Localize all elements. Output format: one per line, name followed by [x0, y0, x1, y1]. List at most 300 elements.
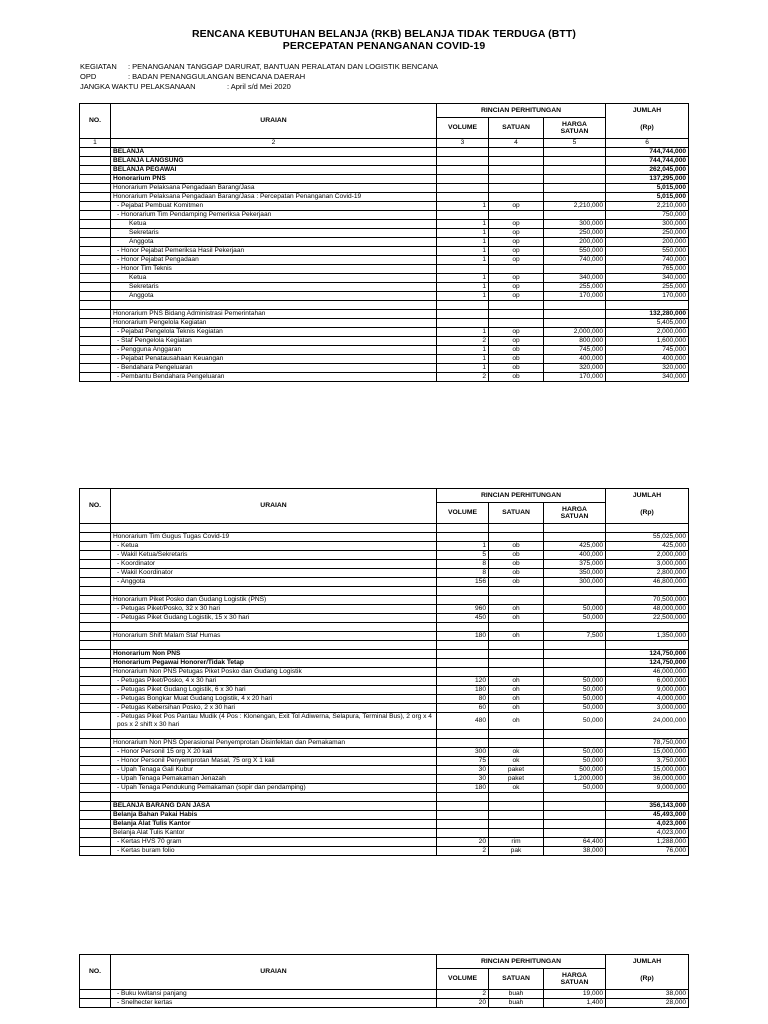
- row-uraian: Belanja Alat Tulis Kantor: [111, 820, 437, 829]
- table-row: [80, 220, 689, 229]
- row-volume: 1: [437, 256, 489, 265]
- row-harga-satuan: [544, 211, 606, 220]
- header-no: NO.: [80, 955, 111, 990]
- table-row: [80, 730, 689, 739]
- row-jumlah: 76,000: [606, 847, 689, 856]
- row-harga-satuan: 2,210,000: [544, 202, 606, 211]
- table-row: [80, 757, 689, 766]
- row-jumlah: 78,750,000: [606, 739, 689, 748]
- row-no: [80, 337, 111, 346]
- row-no: [80, 695, 111, 704]
- row-uraian: Honorarium Piket Posko dan Gudang Logistik (PNS): [111, 596, 437, 605]
- row-no: [80, 569, 111, 578]
- table-row: [80, 560, 689, 569]
- row-uraian: BELANJA BARANG DAN JASA: [111, 802, 437, 811]
- row-no: [80, 650, 111, 659]
- row-jumlah: 400,000: [606, 355, 689, 364]
- row-jumlah: 744,744,000: [606, 148, 689, 157]
- table-row: [80, 578, 689, 587]
- row-volume: [437, 596, 489, 605]
- row-no: [80, 211, 111, 220]
- row-harga-satuan: 200,000: [544, 238, 606, 247]
- row-volume: 1: [437, 346, 489, 355]
- row-no: [80, 784, 111, 793]
- row-volume: [437, 659, 489, 668]
- rkb-table-3: [79, 954, 689, 1008]
- row-harga-satuan: 550,000: [544, 247, 606, 256]
- row-no: [80, 292, 111, 301]
- row-harga-satuan: 50,000: [544, 695, 606, 704]
- row-volume: 180: [437, 784, 489, 793]
- row-harga-satuan: 1,400: [544, 999, 606, 1008]
- table-row: [80, 748, 689, 757]
- table-row: [80, 542, 689, 551]
- column-index-cell: 3: [437, 139, 489, 148]
- row-harga-satuan: [544, 166, 606, 175]
- row-jumlah: 4,023,000: [606, 829, 689, 838]
- header-harga-2: SATUAN: [560, 513, 589, 520]
- table-row: [80, 605, 689, 614]
- row-satuan: ok: [489, 748, 544, 757]
- empty-cell: [489, 587, 544, 596]
- empty-cell: [606, 524, 689, 533]
- row-jumlah: 3,000,000: [606, 560, 689, 569]
- table-row: [80, 211, 689, 220]
- row-no: [80, 193, 111, 202]
- row-uraian: Honorarium Pengelola Kegiatan: [111, 319, 437, 328]
- header-harga-satuan: [544, 503, 606, 524]
- header-rincian: RINCIAN PERHITUNGAN: [437, 955, 606, 969]
- table-row: [80, 677, 689, 686]
- row-volume: 1: [437, 274, 489, 283]
- row-satuan: [489, 166, 544, 175]
- empty-cell: [80, 641, 111, 650]
- row-uraian: - Upah Tenaga Pemakaman Jenazah: [111, 775, 437, 784]
- row-no: [80, 364, 111, 373]
- row-satuan: oh: [489, 713, 544, 730]
- row-volume: 1: [437, 202, 489, 211]
- table-row: [80, 292, 689, 301]
- table-row: [80, 713, 689, 730]
- row-volume: [437, 166, 489, 175]
- row-jumlah: 2,210,000: [606, 202, 689, 211]
- row-harga-satuan: [544, 533, 606, 542]
- table-row: [80, 990, 689, 999]
- row-no: [80, 614, 111, 623]
- row-no: [80, 829, 111, 838]
- row-uraian: - Kertas HVS 70 gram: [111, 838, 437, 847]
- row-jumlah: 45,493,000: [606, 811, 689, 820]
- row-no: [80, 238, 111, 247]
- row-no: [80, 838, 111, 847]
- row-no: [80, 328, 111, 337]
- row-satuan: oh: [489, 677, 544, 686]
- table-row: [80, 301, 689, 310]
- row-uraian: - Petugas Piket Pos Pantau Mudik (4 Pos : Klonengan, Exit Tol Adiwerna, Selapura, Terminal Bus), 2 org x 4 pos x 2 shift x 30 hari: [111, 713, 437, 730]
- row-uraian: - Upah Tenaga Pendukung Pemakaman (sopir dan pendamping): [111, 784, 437, 793]
- row-jumlah: 5,015,000: [606, 193, 689, 202]
- header-volume: VOLUME: [437, 118, 489, 139]
- row-volume: 75: [437, 757, 489, 766]
- row-volume: 2: [437, 847, 489, 856]
- row-no: [80, 668, 111, 677]
- row-uraian: Honorarium Pelaksana Pengadaan Barang/Jasa: [111, 184, 437, 193]
- column-index-cell: 4: [489, 139, 544, 148]
- table-row: [80, 202, 689, 211]
- row-uraian: Honorarium Non PNS Petugas Piket Posko dan Gudang Logistik: [111, 668, 437, 677]
- row-jumlah: 1,600,000: [606, 337, 689, 346]
- row-jumlah: 28,000: [606, 999, 689, 1008]
- row-no: [80, 157, 111, 166]
- row-satuan: op: [489, 238, 544, 247]
- row-jumlah: 2,000,000: [606, 551, 689, 560]
- row-uraian: Anggota: [111, 292, 437, 301]
- row-volume: 120: [437, 677, 489, 686]
- row-no: [80, 757, 111, 766]
- row-jumlah: 200,000: [606, 238, 689, 247]
- row-volume: [437, 533, 489, 542]
- row-no: [80, 820, 111, 829]
- empty-cell: [606, 301, 689, 310]
- row-jumlah: 70,500,000: [606, 596, 689, 605]
- row-harga-satuan: 2,000,000: [544, 328, 606, 337]
- meta-opd-label: OPD: [80, 72, 97, 81]
- row-harga-satuan: [544, 596, 606, 605]
- row-volume: [437, 820, 489, 829]
- empty-cell: [544, 623, 606, 632]
- header-volume: VOLUME: [437, 503, 489, 524]
- row-uraian: - Buku kwitansi panjang: [111, 990, 437, 999]
- row-volume: 1: [437, 355, 489, 364]
- empty-cell: [437, 793, 489, 802]
- row-volume: 1: [437, 283, 489, 292]
- header-harga: HARGA: [562, 120, 587, 128]
- row-satuan: op: [489, 220, 544, 229]
- row-harga-satuan: 375,000: [544, 560, 606, 569]
- header-rp: (Rp): [606, 503, 689, 524]
- row-volume: 960: [437, 605, 489, 614]
- empty-cell: [437, 641, 489, 650]
- row-uraian: - Pejabat Penatausahaan Keuangan: [111, 355, 437, 364]
- row-no: [80, 560, 111, 569]
- row-no: [80, 184, 111, 193]
- row-uraian: Belanja Bahan Pakai Habis: [111, 811, 437, 820]
- row-satuan: op: [489, 274, 544, 283]
- row-volume: [437, 157, 489, 166]
- row-satuan: [489, 802, 544, 811]
- row-no: [80, 373, 111, 382]
- header-rincian: RINCIAN PERHITUNGAN: [437, 104, 606, 118]
- row-satuan: op: [489, 202, 544, 211]
- row-volume: 480: [437, 713, 489, 730]
- row-satuan: op: [489, 247, 544, 256]
- row-satuan: [489, 319, 544, 328]
- row-harga-satuan: 170,000: [544, 292, 606, 301]
- row-jumlah: 22,500,000: [606, 614, 689, 623]
- row-uraian: - Snelhecter kertas: [111, 999, 437, 1008]
- row-satuan: oh: [489, 686, 544, 695]
- table-row: [80, 704, 689, 713]
- empty-cell: [437, 623, 489, 632]
- row-no: [80, 310, 111, 319]
- row-satuan: ob: [489, 355, 544, 364]
- row-no: [80, 999, 111, 1008]
- row-satuan: ok: [489, 757, 544, 766]
- row-volume: 30: [437, 775, 489, 784]
- row-harga-satuan: 400,000: [544, 551, 606, 560]
- row-uraian: Honorarium Non PNS Operasional Penyemprotan Disinfektan dan Pemakaman: [111, 739, 437, 748]
- table-row: [80, 148, 689, 157]
- row-uraian: Honorarium Pelaksana Pengadaan Barang/Jasa : Percepatan Penanganan Covid-19: [111, 193, 437, 202]
- empty-cell: [80, 301, 111, 310]
- table-row: [80, 184, 689, 193]
- doc-subtitle: PERCEPATAN PENANGANAN COVID-19: [282, 40, 486, 52]
- row-satuan: [489, 659, 544, 668]
- row-volume: [437, 211, 489, 220]
- row-jumlah: 137,295,000: [606, 175, 689, 184]
- row-uraian: Honorarium PNS Bidang Administrasi Pemerintahan: [111, 310, 437, 319]
- row-uraian: - Wakil Ketua/Sekretaris: [111, 551, 437, 560]
- rkb-table-1: [79, 103, 689, 382]
- empty-cell: [544, 730, 606, 739]
- row-jumlah: 15,000,000: [606, 748, 689, 757]
- row-satuan: oh: [489, 632, 544, 641]
- row-no: [80, 265, 111, 274]
- row-uraian: - Honorarium Tim Pendamping Pemeriksa Pekerjaan: [111, 211, 437, 220]
- empty-cell: [489, 793, 544, 802]
- row-no: [80, 686, 111, 695]
- table-row: [80, 632, 689, 641]
- row-uraian: Sekretaris: [111, 283, 437, 292]
- table-row: [80, 829, 689, 838]
- row-jumlah: 36,000,000: [606, 775, 689, 784]
- header-harga: HARGA: [562, 971, 587, 979]
- row-harga-satuan: 50,000: [544, 748, 606, 757]
- row-satuan: oh: [489, 605, 544, 614]
- table-row: [80, 551, 689, 560]
- header-rincian: RINCIAN PERHITUNGAN: [437, 489, 606, 503]
- empty-cell: [489, 301, 544, 310]
- row-no: [80, 283, 111, 292]
- row-harga-satuan: 170,000: [544, 373, 606, 382]
- row-satuan: ob: [489, 560, 544, 569]
- table-row: [80, 587, 689, 596]
- row-jumlah: 5,015,000: [606, 184, 689, 193]
- row-jumlah: 750,000: [606, 211, 689, 220]
- row-no: [80, 775, 111, 784]
- row-volume: 450: [437, 614, 489, 623]
- row-no: [80, 202, 111, 211]
- table-row: [80, 650, 689, 659]
- row-volume: 80: [437, 695, 489, 704]
- header-uraian: URAIAN: [111, 489, 437, 524]
- table-row: [80, 346, 689, 355]
- empty-cell: [489, 524, 544, 533]
- row-volume: 60: [437, 704, 489, 713]
- table-row: [80, 659, 689, 668]
- empty-cell: [544, 587, 606, 596]
- row-harga-satuan: 300,000: [544, 220, 606, 229]
- row-satuan: ob: [489, 569, 544, 578]
- row-jumlah: 124,750,000: [606, 650, 689, 659]
- table-row: [80, 256, 689, 265]
- row-volume: 1: [437, 328, 489, 337]
- row-harga-satuan: 50,000: [544, 757, 606, 766]
- row-harga-satuan: [544, 157, 606, 166]
- row-no: [80, 596, 111, 605]
- row-no: [80, 148, 111, 157]
- row-uraian: - Honor Pejabat Pengadaan: [111, 256, 437, 265]
- row-jumlah: 340,000: [606, 274, 689, 283]
- row-no: [80, 578, 111, 587]
- row-jumlah: 6,000,000: [606, 677, 689, 686]
- row-uraian: - Upah Tenaga Gali Kubur: [111, 766, 437, 775]
- row-harga-satuan: 1,200,000: [544, 775, 606, 784]
- row-uraian: Ketua: [111, 274, 437, 283]
- table-row: [80, 999, 689, 1008]
- row-jumlah: 3,000,000: [606, 704, 689, 713]
- empty-cell: [111, 587, 437, 596]
- row-volume: 5: [437, 551, 489, 560]
- row-satuan: ob: [489, 346, 544, 355]
- row-volume: 2: [437, 373, 489, 382]
- empty-cell: [606, 587, 689, 596]
- row-satuan: op: [489, 292, 544, 301]
- row-uraian: - Petugas Piket Gudang Logistik, 15 x 30 hari: [111, 614, 437, 623]
- row-uraian: Sekretaris: [111, 229, 437, 238]
- row-volume: [437, 650, 489, 659]
- doc-title: RENCANA KEBUTUHAN BELANJA (RKB) BELANJA TIDAK TERDUGA (BTT): [191, 28, 577, 40]
- row-satuan: pak: [489, 847, 544, 856]
- empty-cell: [544, 793, 606, 802]
- row-no: [80, 739, 111, 748]
- row-uraian: Ketua: [111, 220, 437, 229]
- column-index-cell: 5: [544, 139, 606, 148]
- row-volume: 20: [437, 838, 489, 847]
- row-jumlah: 9,000,000: [606, 686, 689, 695]
- row-harga-satuan: 425,000: [544, 542, 606, 551]
- row-jumlah: 550,000: [606, 247, 689, 256]
- empty-cell: [80, 623, 111, 632]
- row-no: [80, 802, 111, 811]
- row-satuan: buah: [489, 990, 544, 999]
- row-harga-satuan: 250,000: [544, 229, 606, 238]
- row-uraian: BELANJA LANGSUNG: [111, 157, 437, 166]
- row-volume: [437, 739, 489, 748]
- empty-cell: [80, 524, 111, 533]
- row-volume: 8: [437, 569, 489, 578]
- empty-cell: [111, 623, 437, 632]
- row-jumlah: 132,280,000: [606, 310, 689, 319]
- table-row: [80, 193, 689, 202]
- empty-cell: [489, 730, 544, 739]
- row-harga-satuan: 50,000: [544, 614, 606, 623]
- row-satuan: ob: [489, 364, 544, 373]
- row-no: [80, 605, 111, 614]
- table-row: [80, 695, 689, 704]
- row-no: [80, 229, 111, 238]
- row-harga-satuan: [544, 193, 606, 202]
- row-satuan: [489, 265, 544, 274]
- row-volume: [437, 265, 489, 274]
- row-jumlah: 24,000,000: [606, 713, 689, 730]
- header-harga-satuan: [544, 118, 606, 139]
- table-row: [80, 596, 689, 605]
- row-satuan: op: [489, 229, 544, 238]
- row-harga-satuan: [544, 184, 606, 193]
- row-satuan: op: [489, 328, 544, 337]
- table-row: [80, 766, 689, 775]
- row-harga-satuan: [544, 820, 606, 829]
- table-row: [80, 820, 689, 829]
- row-satuan: ok: [489, 784, 544, 793]
- row-volume: 1: [437, 542, 489, 551]
- row-no: [80, 632, 111, 641]
- row-volume: [437, 148, 489, 157]
- row-satuan: buah: [489, 999, 544, 1008]
- row-satuan: [489, 175, 544, 184]
- row-uraian: - Pengguna Anggaran: [111, 346, 437, 355]
- table-row: [80, 328, 689, 337]
- meta-jangka: [80, 82, 291, 92]
- row-harga-satuan: 800,000: [544, 337, 606, 346]
- row-no: [80, 274, 111, 283]
- row-volume: 180: [437, 632, 489, 641]
- row-no: [80, 346, 111, 355]
- row-satuan: oh: [489, 704, 544, 713]
- header-satuan: SATUAN: [489, 503, 544, 524]
- empty-cell: [80, 587, 111, 596]
- row-uraian: Honorarium Non PNS: [111, 650, 437, 659]
- row-harga-satuan: 500,000: [544, 766, 606, 775]
- row-jumlah: 765,000: [606, 265, 689, 274]
- row-satuan: [489, 148, 544, 157]
- empty-cell: [111, 301, 437, 310]
- row-harga-satuan: 350,000: [544, 569, 606, 578]
- header-uraian: URAIAN: [111, 104, 437, 139]
- row-volume: [437, 319, 489, 328]
- table-row: [80, 175, 689, 184]
- empty-cell: [544, 641, 606, 650]
- row-satuan: ob: [489, 373, 544, 382]
- table-row: [80, 337, 689, 346]
- row-no: [80, 247, 111, 256]
- row-satuan: [489, 668, 544, 677]
- row-uraian: - Kertas buram folio: [111, 847, 437, 856]
- row-satuan: op: [489, 256, 544, 265]
- row-harga-satuan: [544, 811, 606, 820]
- row-uraian: - Honor Personil 15 org X 20 kali: [111, 748, 437, 757]
- row-satuan: oh: [489, 695, 544, 704]
- row-jumlah: 170,000: [606, 292, 689, 301]
- table-row: [80, 319, 689, 328]
- row-uraian: - Honor Tim Teknis: [111, 265, 437, 274]
- row-volume: 180: [437, 686, 489, 695]
- table-row: [80, 614, 689, 623]
- row-uraian: - Anggota: [111, 578, 437, 587]
- row-no: [80, 551, 111, 560]
- row-no: [80, 847, 111, 856]
- meta-opd: [80, 72, 305, 82]
- row-harga-satuan: [544, 310, 606, 319]
- row-uraian: Honorarium PNS: [111, 175, 437, 184]
- row-volume: [437, 668, 489, 677]
- row-satuan: ob: [489, 542, 544, 551]
- row-harga-satuan: 740,000: [544, 256, 606, 265]
- row-harga-satuan: 320,000: [544, 364, 606, 373]
- row-harga-satuan: 745,000: [544, 346, 606, 355]
- row-satuan: [489, 650, 544, 659]
